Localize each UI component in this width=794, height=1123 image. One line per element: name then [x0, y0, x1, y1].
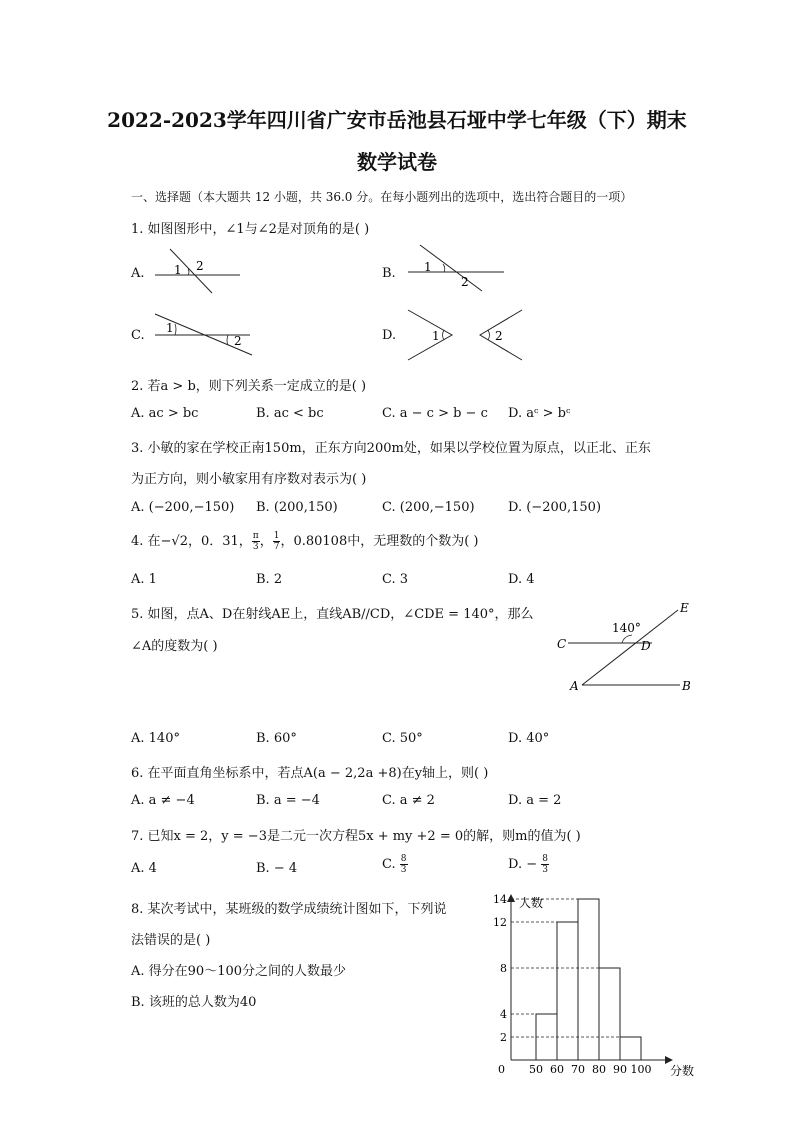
q6-option-b: B. a = −4 [256, 793, 320, 808]
q1-stem: 1. 如图图形中，∠1与∠2是对顶角的是( ) [131, 222, 370, 237]
q5-point-e: E [680, 601, 689, 615]
q5-figure [552, 598, 702, 698]
q7-c-num: 8 [400, 854, 407, 864]
q4-stem: 4. 在−√2，0．31， $\frac{\pi}{3}$ ， $\frac{1}{7}$ ，0.80108中，无理数的个数为( ) [131, 531, 479, 552]
q8-stem-line1: 8. 某次考试中，某班级的数学成绩统计图如下，下列说 [131, 902, 447, 917]
q5-option-c: C. 50° [382, 731, 423, 746]
q1-figure-b [400, 243, 510, 293]
q1-option-b: B. [382, 266, 396, 281]
page-title-line2: 数学试卷 [357, 150, 437, 174]
q4-option-a: A. 1 [131, 572, 157, 587]
q7-d-fraction [541, 854, 549, 875]
q3-stem-line1: 3. 小敏的家在学校正南150m，正东方向200m处，如果以学校位置为原点，以正北、正东 [131, 441, 651, 456]
q8-stem-line2: 法错误的是( ) [131, 933, 211, 948]
q7-option-c [382, 854, 408, 875]
y-tick-label: 14 [493, 893, 507, 906]
x-tick-label: 70 [571, 1063, 585, 1076]
q7-stem: 7. 已知x = 2，y = −3是二元一次方程5x + my +2 = 0的解，则m的值为( ) [131, 829, 581, 844]
x-tick-label: 90 [613, 1063, 627, 1076]
q6-option-c: C. a ≠ 2 [382, 793, 435, 808]
q1-figure-a [150, 245, 245, 295]
section-heading: 一、选择题（本大题共 12 小题，共 36.0 分。在每小题列出的选项中，选出符合题目的一项） [131, 190, 633, 204]
q5-point-c: C [557, 637, 567, 651]
histogram-bar [599, 968, 620, 1060]
q8-option-b: B. 该班的总人数为40 [131, 995, 257, 1010]
q3-option-a: A. (−200,−150) [131, 500, 235, 515]
q6-option-a: A. a ≠ −4 [131, 793, 195, 808]
histogram-bar [557, 922, 578, 1060]
q1d-label-2: 2 [495, 329, 503, 343]
q1c-label-1: 1 [166, 321, 174, 335]
q3-option-c: C. (200,−150) [382, 500, 475, 515]
q1b-label-1: 1 [424, 260, 432, 274]
q1-option-c: C. [131, 328, 145, 343]
q1b-label-2: 2 [461, 275, 469, 289]
q4-pi-den: 3 [252, 542, 259, 552]
q8-option-a: A. 得分在90～100分之间的人数最少 [131, 964, 347, 979]
q4-stem-post: ，0.80108中，无理数的个数为( ) [280, 534, 479, 549]
q7-c-prefix: C. [382, 857, 396, 872]
q5-option-a: A. 140° [131, 731, 180, 746]
y-tick-label: 4 [500, 1008, 507, 1021]
q4-pi-num: π [252, 531, 259, 541]
q6-option-d: D. a = 2 [508, 793, 562, 808]
q1-option-a: A. [131, 266, 145, 281]
histogram-bar [620, 1037, 641, 1060]
q7-c-den: 3 [400, 865, 407, 875]
q7-d-den: 3 [542, 865, 548, 875]
y-tick-label: 2 [500, 1031, 507, 1044]
histogram-bar [578, 899, 599, 1060]
q7-option-a: A. 4 [131, 861, 157, 876]
q4-option-b: B. 2 [256, 572, 283, 587]
q5-point-b: B [682, 679, 691, 693]
q1a-label-2: 2 [196, 259, 204, 273]
q5-point-d: D [641, 639, 651, 653]
x-axis-title: 分数 [670, 1064, 695, 1078]
q2-option-c: C. a − c > b − c [382, 406, 488, 421]
x-tick-label: 80 [592, 1063, 606, 1076]
q2-stem: 2. 若a > b，则下列关系一定成立的是( ) [131, 379, 367, 394]
q4-stem-pre: 4. 在−√2，0．31， [131, 534, 252, 549]
q7-d-prefix: D. − [508, 857, 538, 872]
q3-stem-line2: 为正方向，则小敏家用有序数对表示为( ) [131, 472, 367, 487]
q5-point-a: A [570, 679, 579, 693]
q1d-label-1: 1 [432, 329, 440, 343]
q5-option-d: D. 40° [508, 731, 550, 746]
y-axis-title: 人数 [519, 896, 544, 910]
q6-stem: 6. 在平面直角坐标系中，若点A(a − 2,2a +8)在y轴上，则( ) [131, 766, 489, 781]
q4-one-den: 7 [273, 542, 280, 552]
q4-option-d: D. 4 [508, 572, 535, 587]
q3-option-b: B. (200,150) [256, 500, 338, 515]
x-tick-label: 50 [529, 1063, 543, 1076]
x-tick-label: 100 [630, 1063, 652, 1076]
q5-stem-line2: ∠A的度数为( ) [131, 639, 218, 654]
q7-option-d [508, 854, 549, 875]
q2-option-b: B. ac < bc [256, 406, 324, 421]
q3-option-d: D. (−200,150) [508, 500, 602, 515]
q1a-label-1: 1 [174, 263, 182, 277]
q1-figure-c [150, 310, 260, 360]
q7-option-b: B. − 4 [256, 861, 298, 876]
y-tick-label: 8 [500, 962, 507, 975]
q4-pi-fraction [252, 531, 260, 552]
y-tick-label: 12 [493, 916, 507, 929]
q2-option-d: D. aᶜ > bᶜ [508, 406, 571, 421]
q5-option-b: B. 60° [256, 731, 297, 746]
score-histogram [486, 890, 696, 1080]
q1c-label-2: 2 [234, 334, 242, 348]
q2-option-a: A. ac > bc [131, 406, 199, 421]
q7-d-num: 8 [542, 854, 548, 864]
q5-angle-label: 140° [612, 621, 641, 635]
page-title-line1: 2022-2023学年四川省广安市岳池县石垭中学七年级（下）期末 [107, 108, 687, 132]
x-tick-label: 0 [498, 1063, 505, 1076]
q7-c-fraction [400, 854, 408, 875]
q4-option-c: C. 3 [382, 572, 409, 587]
q5-stem-line1: 5. 如图，点A、D在射线AE上，直线AB//CD，∠CDE = 140°，那么 [131, 607, 534, 622]
q1-figure-d [400, 306, 530, 364]
x-tick-label: 60 [550, 1063, 564, 1076]
q4-one-num: 1 [273, 531, 280, 541]
q1-option-d: D. [382, 328, 397, 343]
